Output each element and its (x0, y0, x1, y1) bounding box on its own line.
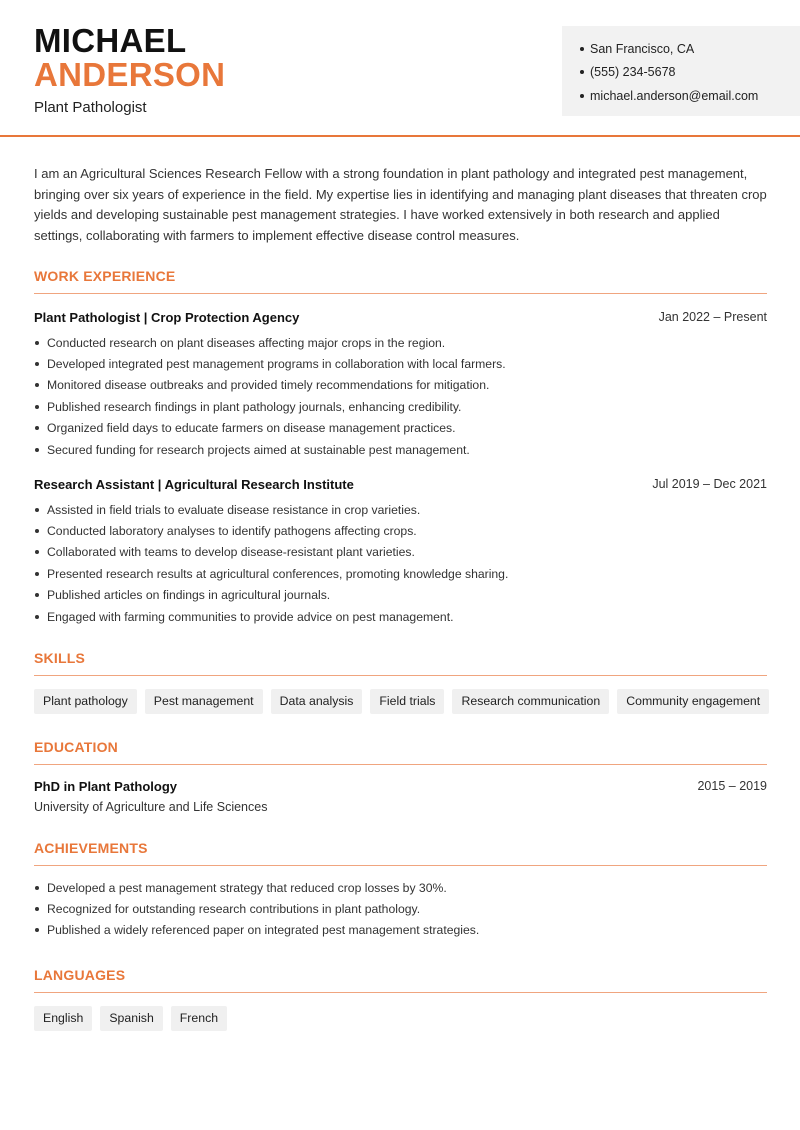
contact-box (562, 26, 800, 116)
list-item: Assisted in field trials to evaluate disease resistance in crop varieties. (34, 499, 767, 520)
last-name: ANDERSON (34, 56, 226, 93)
bullet-icon (580, 94, 584, 98)
list-item: Recognized for outstanding research contributions in plant pathology. (34, 898, 767, 919)
first-name: MICHAEL (34, 22, 187, 59)
list-item: Published articles on findings in agricultural journals. (34, 585, 767, 606)
contact-phone[interactable]: (555) 234-5678 (580, 61, 800, 85)
list-item: Engaged with farming communities to provide advice on pest management. (34, 606, 767, 627)
bullet-icon (35, 886, 39, 890)
resume-header (0, 0, 800, 137)
job-header (34, 310, 767, 325)
list-item: Developed integrated pest management programs in collaboration with local farmers. (34, 353, 767, 374)
bullet-icon (35, 341, 39, 345)
bullet-icon (35, 448, 39, 452)
job-dates: Jan 2022 – Present (658, 310, 767, 324)
skill-chip: Field trials (370, 689, 444, 714)
list-item: Published a widely referenced paper on integrated pest management strategies. (34, 920, 767, 941)
bullet-icon (35, 383, 39, 387)
section-title-skills: SKILLS (34, 650, 767, 676)
section-title-achievements: ACHIEVEMENTS (34, 840, 767, 866)
list-item: Collaborated with teams to develop disease-resistant plant varieties. (34, 542, 767, 563)
list-item: Monitored disease outbreaks and provided timely recommendations for mitigation. (34, 375, 767, 396)
section-title-work: WORK EXPERIENCE (34, 268, 767, 294)
section-title-education: EDUCATION (34, 739, 767, 765)
school-name: University of Agriculture and Life Sciences (34, 800, 268, 814)
skills-list (34, 689, 769, 714)
section-title-languages: LANGUAGES (34, 967, 767, 993)
bullet-icon (35, 572, 39, 576)
languages-list (34, 1006, 227, 1031)
contact-location: San Francisco, CA (580, 37, 800, 61)
bullet-icon (35, 426, 39, 430)
language-chip: French (171, 1006, 227, 1031)
job-header (34, 477, 767, 492)
list-item: Published research findings in plant pathology journals, enhancing credibility. (34, 396, 767, 417)
education-header (34, 779, 767, 794)
bullet-icon (35, 362, 39, 366)
summary-paragraph: I am an Agricultural Sciences Research Fellow with a strong foundation in plant pathology and integrated pest management, bringing over six years of experience in the field. My expertise lies in identifying and managing plant diseases that threaten crop yields and developing sustainable pest management strategies. I have worked extensively in both research and applied settings, collaborating with farmers to implement effective disease control measures. (34, 166, 767, 244)
job-title: Plant Pathologist (34, 99, 147, 116)
skill-chip: Research communication (452, 689, 609, 714)
skill-chip: Pest management (145, 689, 263, 714)
list-item: Presented research results at agricultural conferences, promoting knowledge sharing. (34, 563, 767, 584)
list-item: Organized field days to educate farmers on disease management practices. (34, 418, 767, 439)
language-chip: Spanish (100, 1006, 162, 1031)
skill-chip: Plant pathology (34, 689, 137, 714)
job-role: Research Assistant | Agricultural Research Institute (34, 477, 354, 492)
bullet-icon (35, 928, 39, 932)
degree: PhD in Plant Pathology (34, 779, 178, 794)
job-role: Plant Pathologist | Crop Protection Agency (34, 310, 300, 325)
list-item: Developed a pest management strategy that reduced crop losses by 30%. (34, 877, 767, 898)
job-dates: Jul 2019 – Dec 2021 (652, 477, 767, 491)
bullet-icon (35, 405, 39, 409)
list-item: Conducted research on plant diseases affecting major crops in the region. (34, 332, 767, 353)
job-bullets (34, 332, 767, 460)
bullet-icon (580, 47, 584, 51)
achievements-list (34, 877, 767, 941)
language-chip: English (34, 1006, 92, 1031)
bullet-icon (35, 615, 39, 619)
job-bullets (34, 499, 767, 627)
bullet-icon (35, 508, 39, 512)
contact-email[interactable]: michael.anderson@email.com (580, 84, 800, 108)
bullet-icon (35, 593, 39, 597)
bullet-icon (35, 529, 39, 533)
education-dates: 2015 – 2019 (697, 779, 767, 793)
bullet-icon (35, 907, 39, 911)
skill-chip: Community engagement (617, 689, 769, 714)
bullet-icon (580, 70, 584, 74)
skill-chip: Data analysis (271, 689, 363, 714)
list-item: Secured funding for research projects aimed at sustainable pest management. (34, 439, 767, 460)
list-item: Conducted laboratory analyses to identify pathogens affecting crops. (34, 520, 767, 541)
bullet-icon (35, 550, 39, 554)
